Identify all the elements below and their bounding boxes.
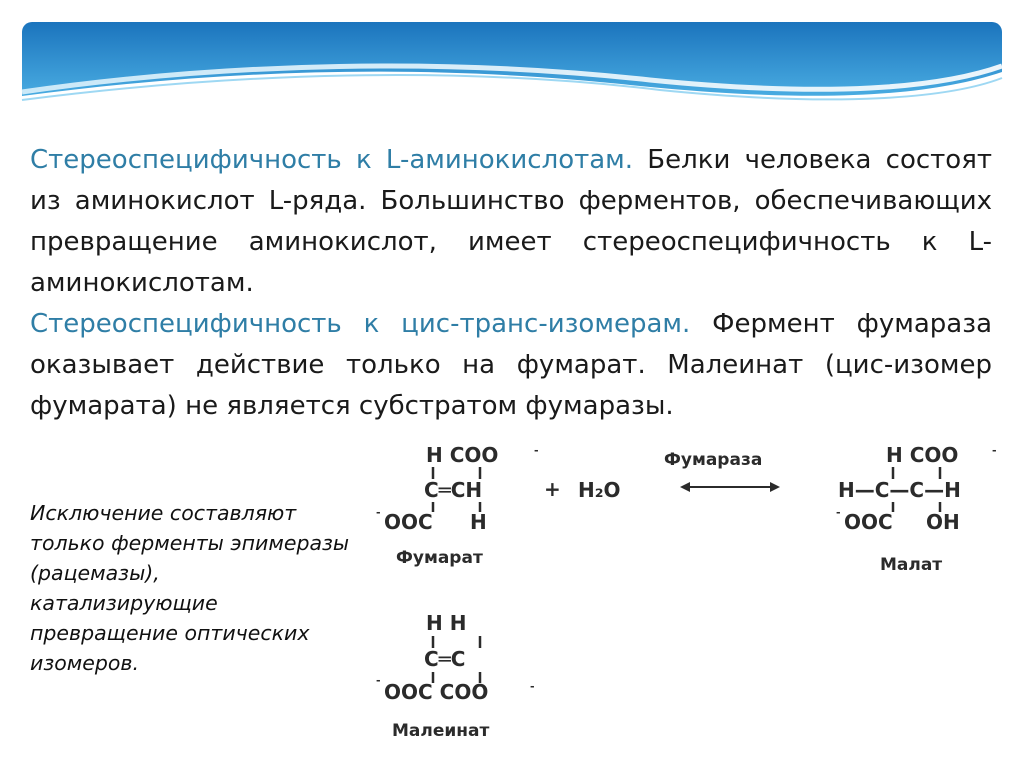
malate-top: H COO [886, 443, 959, 467]
maleate-top: H H [426, 611, 467, 635]
enzyme-arrow [664, 450, 780, 492]
fumarate-name: Фумарат [396, 548, 483, 568]
paragraph-body: Фермент фумараза оказывает действие только на фумарат. Малеинат (цис-изомер фумарата) не является субстратом фумаразы. [30, 309, 992, 421]
water: H₂O [578, 478, 621, 502]
maleate-name: Малеинат [392, 721, 490, 741]
exception-note: Исключение составляют только ферменты эпимеразы (рацемазы), катализирующие превращение оптических изомеров. [30, 501, 350, 675]
malate-middle: H—C—C—H [838, 478, 961, 502]
paragraph-heading: Стереоспецифичность к цис-транс-изомерам. [30, 309, 691, 339]
fumarate-top: H COO [426, 443, 499, 467]
fumarate-bottom-right: H [470, 510, 487, 534]
charge-mark: - [534, 444, 539, 457]
paragraph-body: Белки человека состоят из аминокислот L-ряда. Большинство ферментов, обеспечивающих превращение аминокислот, имеет стереоспецифичность к L-аминокислотам. [30, 145, 992, 298]
charge-mark: - [530, 680, 535, 693]
fumarate-bottom-left: OOC [384, 510, 433, 534]
malate-name: Малат [880, 555, 943, 575]
fumarate-structure [376, 443, 539, 568]
fumarate-middle: C═CH [424, 478, 483, 502]
charge-mark: - [376, 506, 381, 519]
maleate-middle: C═C [424, 647, 466, 671]
malate-structure [836, 443, 997, 575]
malate-bottom-left: OOC [844, 510, 893, 534]
charge-mark: - [992, 444, 997, 457]
enzyme-name: Фумараза [664, 450, 763, 470]
maleate-bottom: OOC COO [384, 680, 489, 704]
charge-mark: - [836, 506, 841, 519]
plus-sign: + [544, 477, 561, 501]
charge-mark: - [376, 674, 381, 687]
malate-bottom-right: OH [926, 510, 960, 534]
paragraph-heading: Стереоспецифичность к L-аминокислотам. [30, 145, 634, 175]
maleate-structure [376, 611, 535, 741]
